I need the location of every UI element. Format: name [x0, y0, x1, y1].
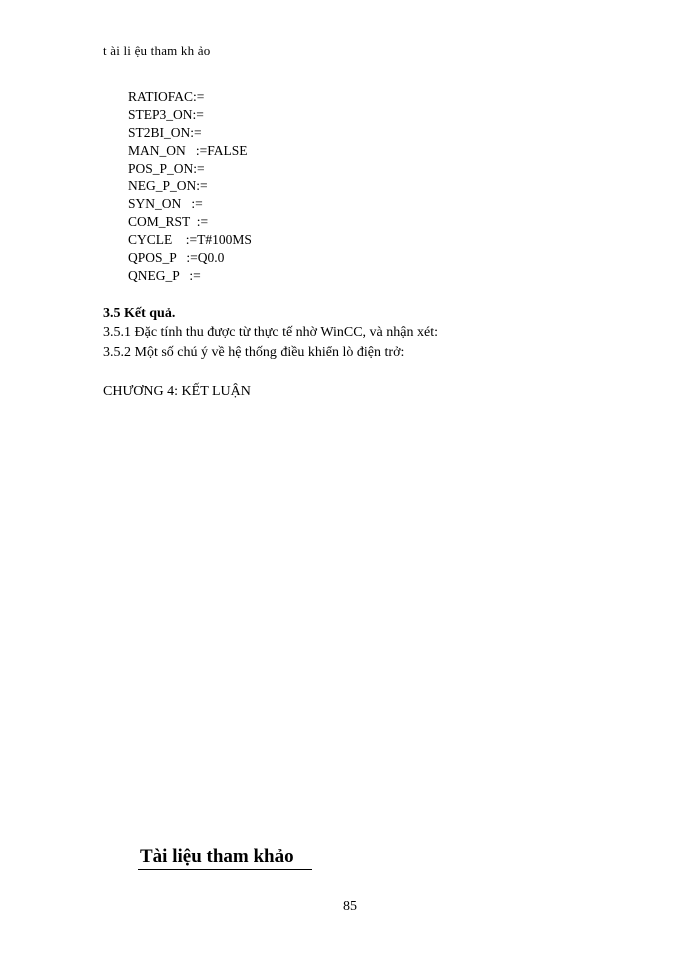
parameter-line: MAN_ON :=FALSE — [128, 142, 248, 158]
subsection-heading-1: 3.5.1 Đặc tính thu được từ thực tế nhờ WinCC, và nhận xét: — [103, 325, 438, 340]
parameter-line: ST2BI_ON:= — [128, 124, 202, 140]
chapter-heading: CHƯƠNG 4: KẾT LUẬN — [103, 384, 251, 399]
parameter-line: QNEG_P := — [128, 267, 201, 283]
references-underline — [138, 869, 312, 870]
page-number: 85 — [343, 899, 357, 914]
parameter-line: COM_RST := — [128, 214, 209, 230]
parameter-line: QPOS_P :=Q0.0 — [128, 250, 225, 266]
parameter-line: RATIOFAC:= — [128, 89, 205, 104]
section-heading: 3.5 Kết quả. — [103, 306, 176, 321]
parameter-line: SYN_ON := — [128, 196, 203, 212]
references-title: Tài liệu tham khảo — [140, 846, 294, 867]
parameter-line: POS_P_ON:= — [128, 160, 205, 176]
parameter-line: NEG_P_ON:= — [128, 178, 208, 194]
parameter-line: CYCLE :=T#100MS — [128, 232, 252, 248]
parameter-list — [128, 88, 252, 285]
header-note: t ài li ệu tham kh ảo — [103, 43, 211, 58]
parameter-line: STEP3_ON:= — [128, 106, 204, 122]
subsection-heading-2: 3.5.2 Một số chú ý về hệ thống điều khiển lò điện trở: — [103, 345, 405, 360]
